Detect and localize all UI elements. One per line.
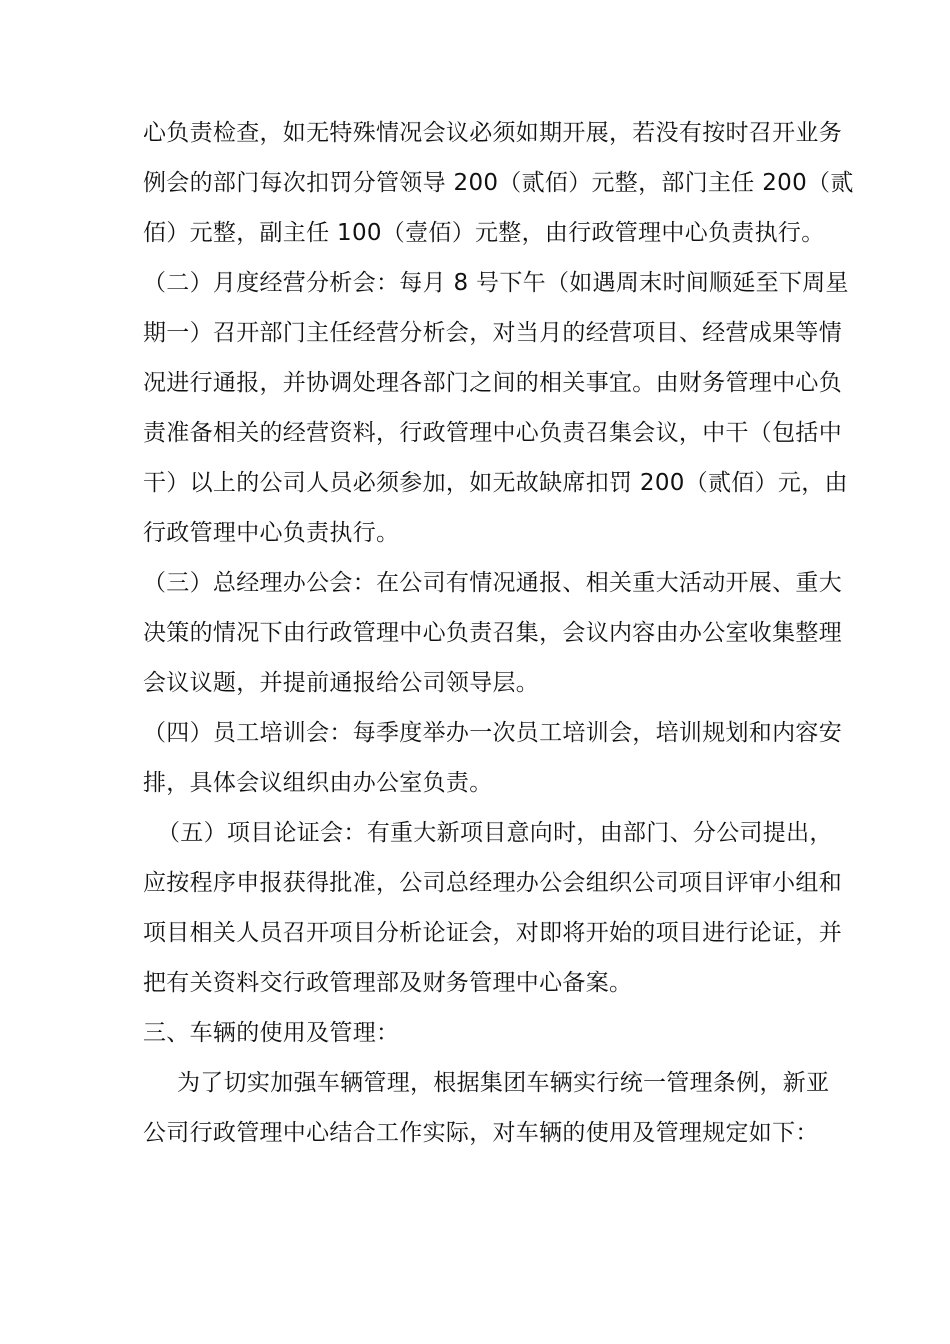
text-line: 期一）召开部门主任经营分析会，对当月的经营项目、经营成果等情	[143, 320, 842, 346]
text-line: （三）总经理办公会：在公司有情况通报、相关重大活动开展、重大	[143, 570, 842, 596]
text-line: 排，具体会议组织由办公室负责。	[143, 770, 493, 796]
text-line: 应按程序申报获得批准，公司总经理办公会组织公司项目评审小组和	[143, 870, 842, 896]
text-line: 把有关资料交行政管理部及财务管理中心备案。	[143, 970, 633, 996]
text-line: 决策的情况下由行政管理中心负责召集，会议内容由办公室收集整理	[143, 620, 842, 646]
document-body	[143, 108, 854, 1158]
text-line: 项目相关人员召开项目分析论证会，对即将开始的项目进行论证，并	[143, 920, 842, 946]
text-line: 行政管理中心负责执行。	[143, 520, 400, 546]
text-line: 心负责检查，如无特殊情况会议必须如期开展，若没有按时召开业务	[143, 120, 842, 146]
text-line: 例会的部门每次扣罚分管领导 200（贰佰）元整，部门主任 200（贰	[143, 170, 854, 196]
text-line: 公司行政管理中心结合工作实际，对车辆的使用及管理规定如下：	[143, 1120, 819, 1146]
text-line: （五）项目论证会：有重大新项目意向时，由部门、分公司提出，	[157, 820, 833, 846]
text-line: （二）月度经营分析会：每月 8 号下午（如遇周末时间顺延至下周星	[143, 270, 849, 296]
text-line: 为了切实加强车辆管理，根据集团车辆实行统一管理条例，新亚	[177, 1070, 830, 1096]
text-line: 干）以上的公司人员必须参加，如无故缺席扣罚 200（贰佰）元，由	[143, 470, 848, 496]
text-line: 佰）元整，副主任 100（壹佰）元整，由行政管理中心负责执行。	[143, 220, 825, 246]
text-line: 况进行通报，并协调处理各部门之间的相关事宜。由财务管理中心负	[143, 370, 842, 396]
text-line: 会议议题，并提前通报给公司领导层。	[143, 670, 540, 696]
text-line: （四）员工培训会：每季度举办一次员工培训会，培训规划和内容安	[143, 720, 842, 746]
text-line: 责准备相关的经营资料，行政管理中心负责召集会议，中干（包括中	[143, 420, 842, 446]
section-heading: 三、车辆的使用及管理：	[143, 1020, 400, 1046]
